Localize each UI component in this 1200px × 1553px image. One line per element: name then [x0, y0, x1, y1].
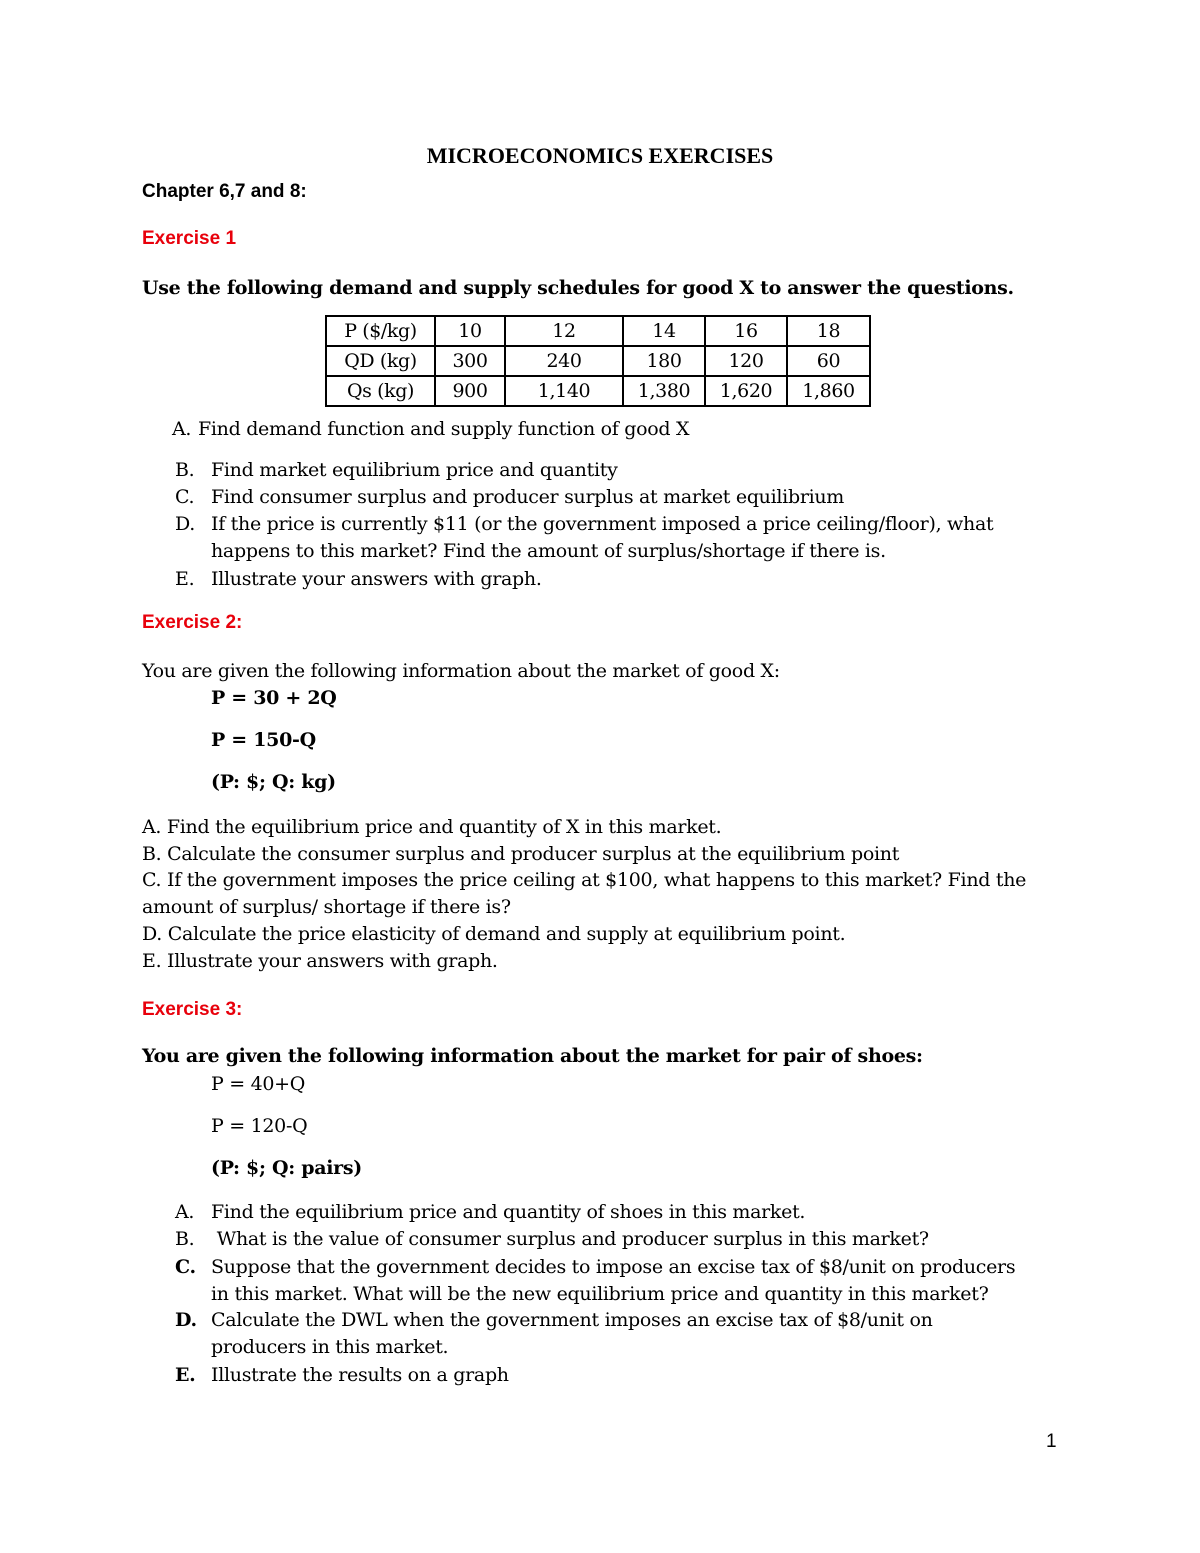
table-cell: P ($/kg): [326, 316, 435, 346]
units-note: (P: $; Q: kg): [211, 771, 336, 793]
question-text: Find market equilibrium price and quantity: [211, 459, 618, 481]
table-cell: 60: [787, 346, 870, 376]
question-text: Find the equilibrium price and quantity of shoes in this market.: [211, 1201, 806, 1223]
table-cell: 10: [435, 316, 505, 346]
exercise-3-intro: You are given the following information about the market for pair of shoes:: [142, 1045, 923, 1067]
table-cell: 1,140: [505, 376, 623, 406]
question-letter: D.: [175, 513, 195, 535]
question-text: What is the value of consumer surplus and producer surplus in this market?: [211, 1228, 929, 1250]
page-number: 1: [1046, 1431, 1057, 1452]
exercise-2-question: D. Calculate the price elasticity of demand and supply at equilibrium point.: [142, 923, 846, 945]
exercise-2-question: E. Illustrate your answers with graph.: [142, 950, 498, 972]
table-cell: 18: [787, 316, 870, 346]
demand-equation: P = 150-Q: [211, 729, 316, 751]
supply-demand-table: [325, 315, 871, 407]
supply-equation: P = 40+Q: [211, 1073, 306, 1095]
demand-equation: P = 120-Q: [211, 1115, 308, 1137]
units-note: (P: $; Q: pairs): [211, 1157, 362, 1179]
question-letter: A.: [175, 1201, 195, 1223]
question-letter: B.: [175, 459, 195, 481]
exercise-2-question: C. If the government imposes the price ceiling at $100, what happens to this market? Find the amount of surplus/ shortage if there is?: [142, 869, 1027, 918]
chapter-heading: Chapter 6,7 and 8:: [142, 181, 307, 202]
table-row: [326, 376, 870, 406]
table-cell: 240: [505, 346, 623, 376]
exercise-2-heading: Exercise 2:: [142, 612, 243, 633]
exercise-2-question: B. Calculate the consumer surplus and producer surplus at the equilibrium point: [142, 843, 900, 865]
question-letter: A.: [172, 418, 192, 440]
question-text: Find consumer surplus and producer surplus at market equilibrium: [211, 486, 845, 508]
exercise-3-heading: Exercise 3:: [142, 999, 243, 1020]
table-cell: 16: [705, 316, 787, 346]
exercise-1-heading: Exercise 1: [142, 228, 237, 249]
question-letter: B.: [175, 1228, 195, 1250]
table-cell: Qs (kg): [326, 376, 435, 406]
page-title: MICROECONOMICS EXERCISES: [426, 143, 774, 168]
table-cell: 120: [705, 346, 787, 376]
question-letter: E.: [175, 1364, 196, 1386]
table-cell: 12: [505, 316, 623, 346]
supply-equation: P = 30 + 2Q: [211, 687, 337, 709]
question-text: Find demand function and supply function of good X: [198, 418, 690, 440]
question-text: Illustrate the results on a graph: [211, 1364, 509, 1386]
question-text: Calculate the DWL when the government imposes an excise tax of $8/unit on producers in this market.: [211, 1309, 933, 1358]
question-letter: E.: [175, 568, 195, 590]
table-cell: 300: [435, 346, 505, 376]
table-cell: 1,380: [623, 376, 705, 406]
exercise-2-question: A. Find the equilibrium price and quantity of X in this market.: [142, 816, 722, 838]
exercise-1-intro: Use the following demand and supply schedules for good X to answer the questions.: [142, 277, 1014, 299]
table-cell: 900: [435, 376, 505, 406]
table-cell: 180: [623, 346, 705, 376]
exercise-2-intro: You are given the following information about the market of good X:: [142, 660, 780, 682]
table-row: [326, 346, 870, 376]
question-text: Suppose that the government decides to impose an excise tax of $8/unit on producers in this market. What will be the new equilibrium price and quantity in this market?: [211, 1256, 1016, 1305]
question-letter: C.: [175, 1256, 196, 1278]
table-row: [326, 316, 870, 346]
question-text: If the price is currently $11 (or the government imposed a price ceiling/floor), what happens to this market? Find the amount of surplus/shortage if there is.: [211, 513, 994, 562]
table-cell: 1,860: [787, 376, 870, 406]
question-text: Illustrate your answers with graph.: [211, 568, 542, 590]
question-letter: C.: [175, 486, 195, 508]
table-cell: QD (kg): [326, 346, 435, 376]
table-cell: 14: [623, 316, 705, 346]
table-cell: 1,620: [705, 376, 787, 406]
question-letter: D.: [175, 1309, 197, 1331]
